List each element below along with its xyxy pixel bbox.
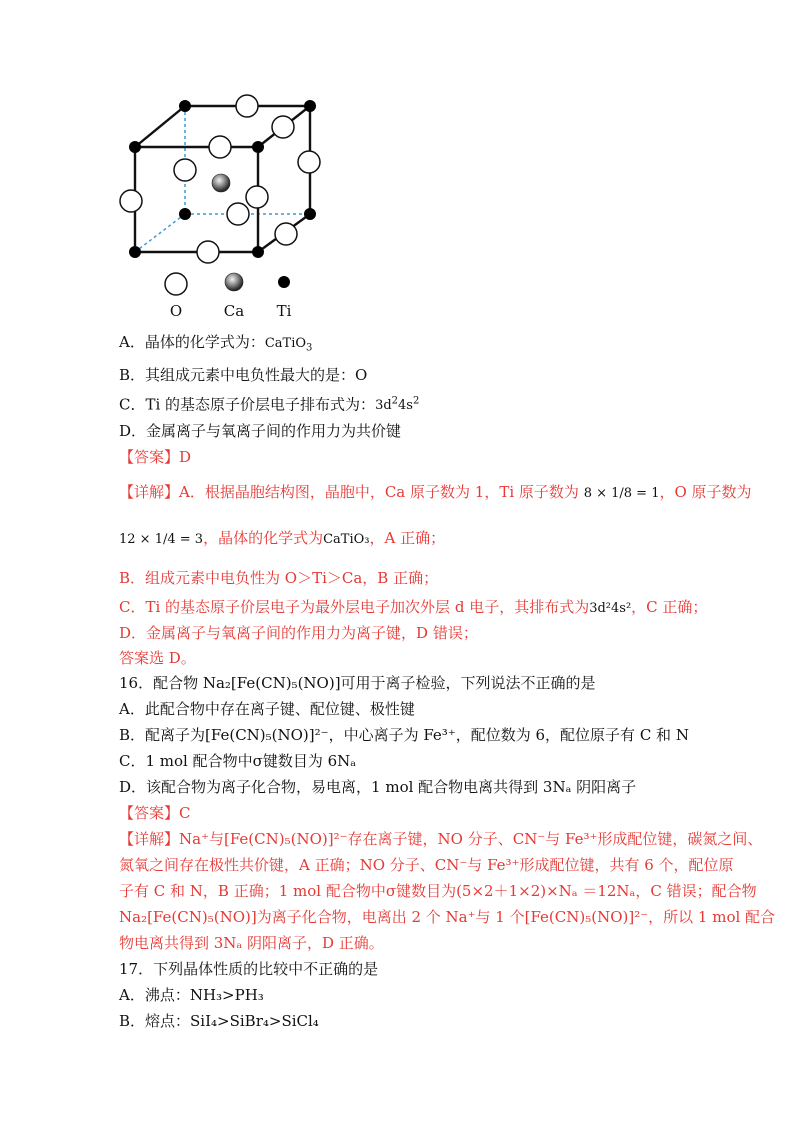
q15-detail-d: D．金属离子与氧离子间的作用力为离子键，D 错误； [119, 624, 478, 642]
o-atom [272, 116, 294, 138]
o-atom [246, 186, 268, 208]
q17-stem: 17．下列晶体性质的比较中不正确的是 [119, 960, 379, 978]
legend [165, 273, 292, 320]
q15-detail-c: C．Ti 的基态原子价层电子为最外层电子加次外层 d 电子，其排布式为3d²4s²，C 正确； [119, 598, 708, 616]
o-atom [120, 190, 142, 212]
formula: CaTiO$_3$ [264, 336, 313, 354]
o-atom [298, 151, 320, 173]
q17-option-b: B．熔点：SiI₄>SiBr₄>SiCl₄ [119, 1012, 319, 1030]
ti-atom [252, 141, 264, 153]
q15-answer-label: 【答案】D [119, 448, 192, 466]
legend-ti-swatch [278, 276, 290, 288]
q16-detail-line2: 氮氧之间存在极性共价键，A 正确；NO 分子、CN⁻与 Fe³⁺形成配位键，共有 6 个，配位原 [119, 856, 734, 874]
q16-detail-line5: 物电离共得到 3Nₐ 阴阳离子，D 正确。 [119, 934, 384, 952]
ti-atom [304, 100, 316, 112]
q15-conclusion: 答案选 D。 [119, 649, 196, 667]
q15-option-c [119, 392, 419, 416]
ti-atom [129, 246, 141, 258]
option-text: A．晶体的化学式为： [119, 333, 265, 351]
q16-detail-line1: 【详解】Na⁺与[Fe(CN)₅(NO)]²⁻存在离子键，NO 分子、CN⁻与 Fe³⁺形成配位键，碳氮之间、 [119, 830, 763, 848]
ti-atom [179, 208, 191, 220]
legend-o-label: O [169, 302, 183, 320]
q15-detail-line2: 12 × 1/4 = 3，晶体的化学式为CaTiO₃，A 正确； [119, 529, 446, 547]
legend-o-swatch [165, 273, 187, 295]
formula: $3d^24s^2$ [375, 396, 420, 414]
calc-o: 12 × 1/4 = 3 [119, 532, 204, 547]
q16-answer-label: 【答案】C [119, 804, 191, 822]
o-atom [197, 241, 219, 263]
crystal-structure-figure [110, 92, 340, 327]
legend-ca-swatch [225, 273, 243, 291]
o-atom [275, 223, 297, 245]
q16-option-b: B．配离子为[Fe(CN)₅(NO)]²⁻，中心离子为 Fe³⁺，配位数为 6，配位原子有 C 和 N [119, 726, 689, 744]
q15-option-a [119, 332, 312, 359]
q16-option-d: D．该配合物为离子化合物，易电离，1 mol 配合物电离共得到 3Nₐ 阴阳离子 [119, 778, 637, 796]
ti-atom [304, 208, 316, 220]
ti-atom [129, 141, 141, 153]
q15-detail-line1: 【详解】A．根据晶胞结构图，晶胞中，Ca 原子数为 1，Ti 原子数为 8 × 1/8 = 1，O 原子数为 [119, 483, 752, 501]
q16-detail-line3: 子有 C 和 N，B 正确；1 mol 配合物中σ键数目为(5×2＋1×2)×Nₐ ＝12Nₐ，C 错误；配合物 [119, 882, 757, 900]
ca-atom [212, 174, 230, 192]
formula: CaTiO₃ [323, 532, 370, 547]
ti-atom [179, 100, 191, 112]
option-text: C．Ti 的基态原子价层电子排布式为： [119, 395, 376, 414]
legend-ti-label: Ti [276, 302, 292, 320]
o-atom [209, 136, 231, 158]
q15-option-d: D．金属离子与氧离子间的作用力为共价键 [119, 422, 402, 440]
o-atom [236, 95, 258, 117]
ti-atom [252, 246, 264, 258]
formula: 3d²4s² [589, 601, 632, 616]
calc-ti: 8 × 1/8 = 1 [583, 486, 660, 501]
o-atom [174, 159, 196, 181]
q15-option-b: B．其组成元素中电负性最大的是：O [119, 366, 368, 384]
legend-ca-label: Ca [223, 302, 245, 320]
q16-option-c: C．1 mol 配合物中σ键数目为 6Nₐ [119, 752, 357, 770]
q17-option-a: A．沸点：NH₃>PH₃ [119, 986, 264, 1004]
q15-detail-b: B．组成元素中电负性为 O＞Ti＞Ca，B 正确； [119, 569, 439, 587]
o-atom [227, 203, 249, 225]
q16-option-a: A．此配合物中存在离子键、配位键、极性键 [119, 700, 415, 718]
q16-detail-line4: Na₂[Fe(CN)₅(NO)]为离子化合物，电离出 2 个 Na⁺与 1 个[Fe(CN)₅(NO)]²⁻，所以 1 mol 配合 [119, 908, 776, 926]
q16-stem: 16．配合物 Na₂[Fe(CN)₅(NO)]可用于离子检验，下列说法不正确的是 [119, 674, 596, 692]
